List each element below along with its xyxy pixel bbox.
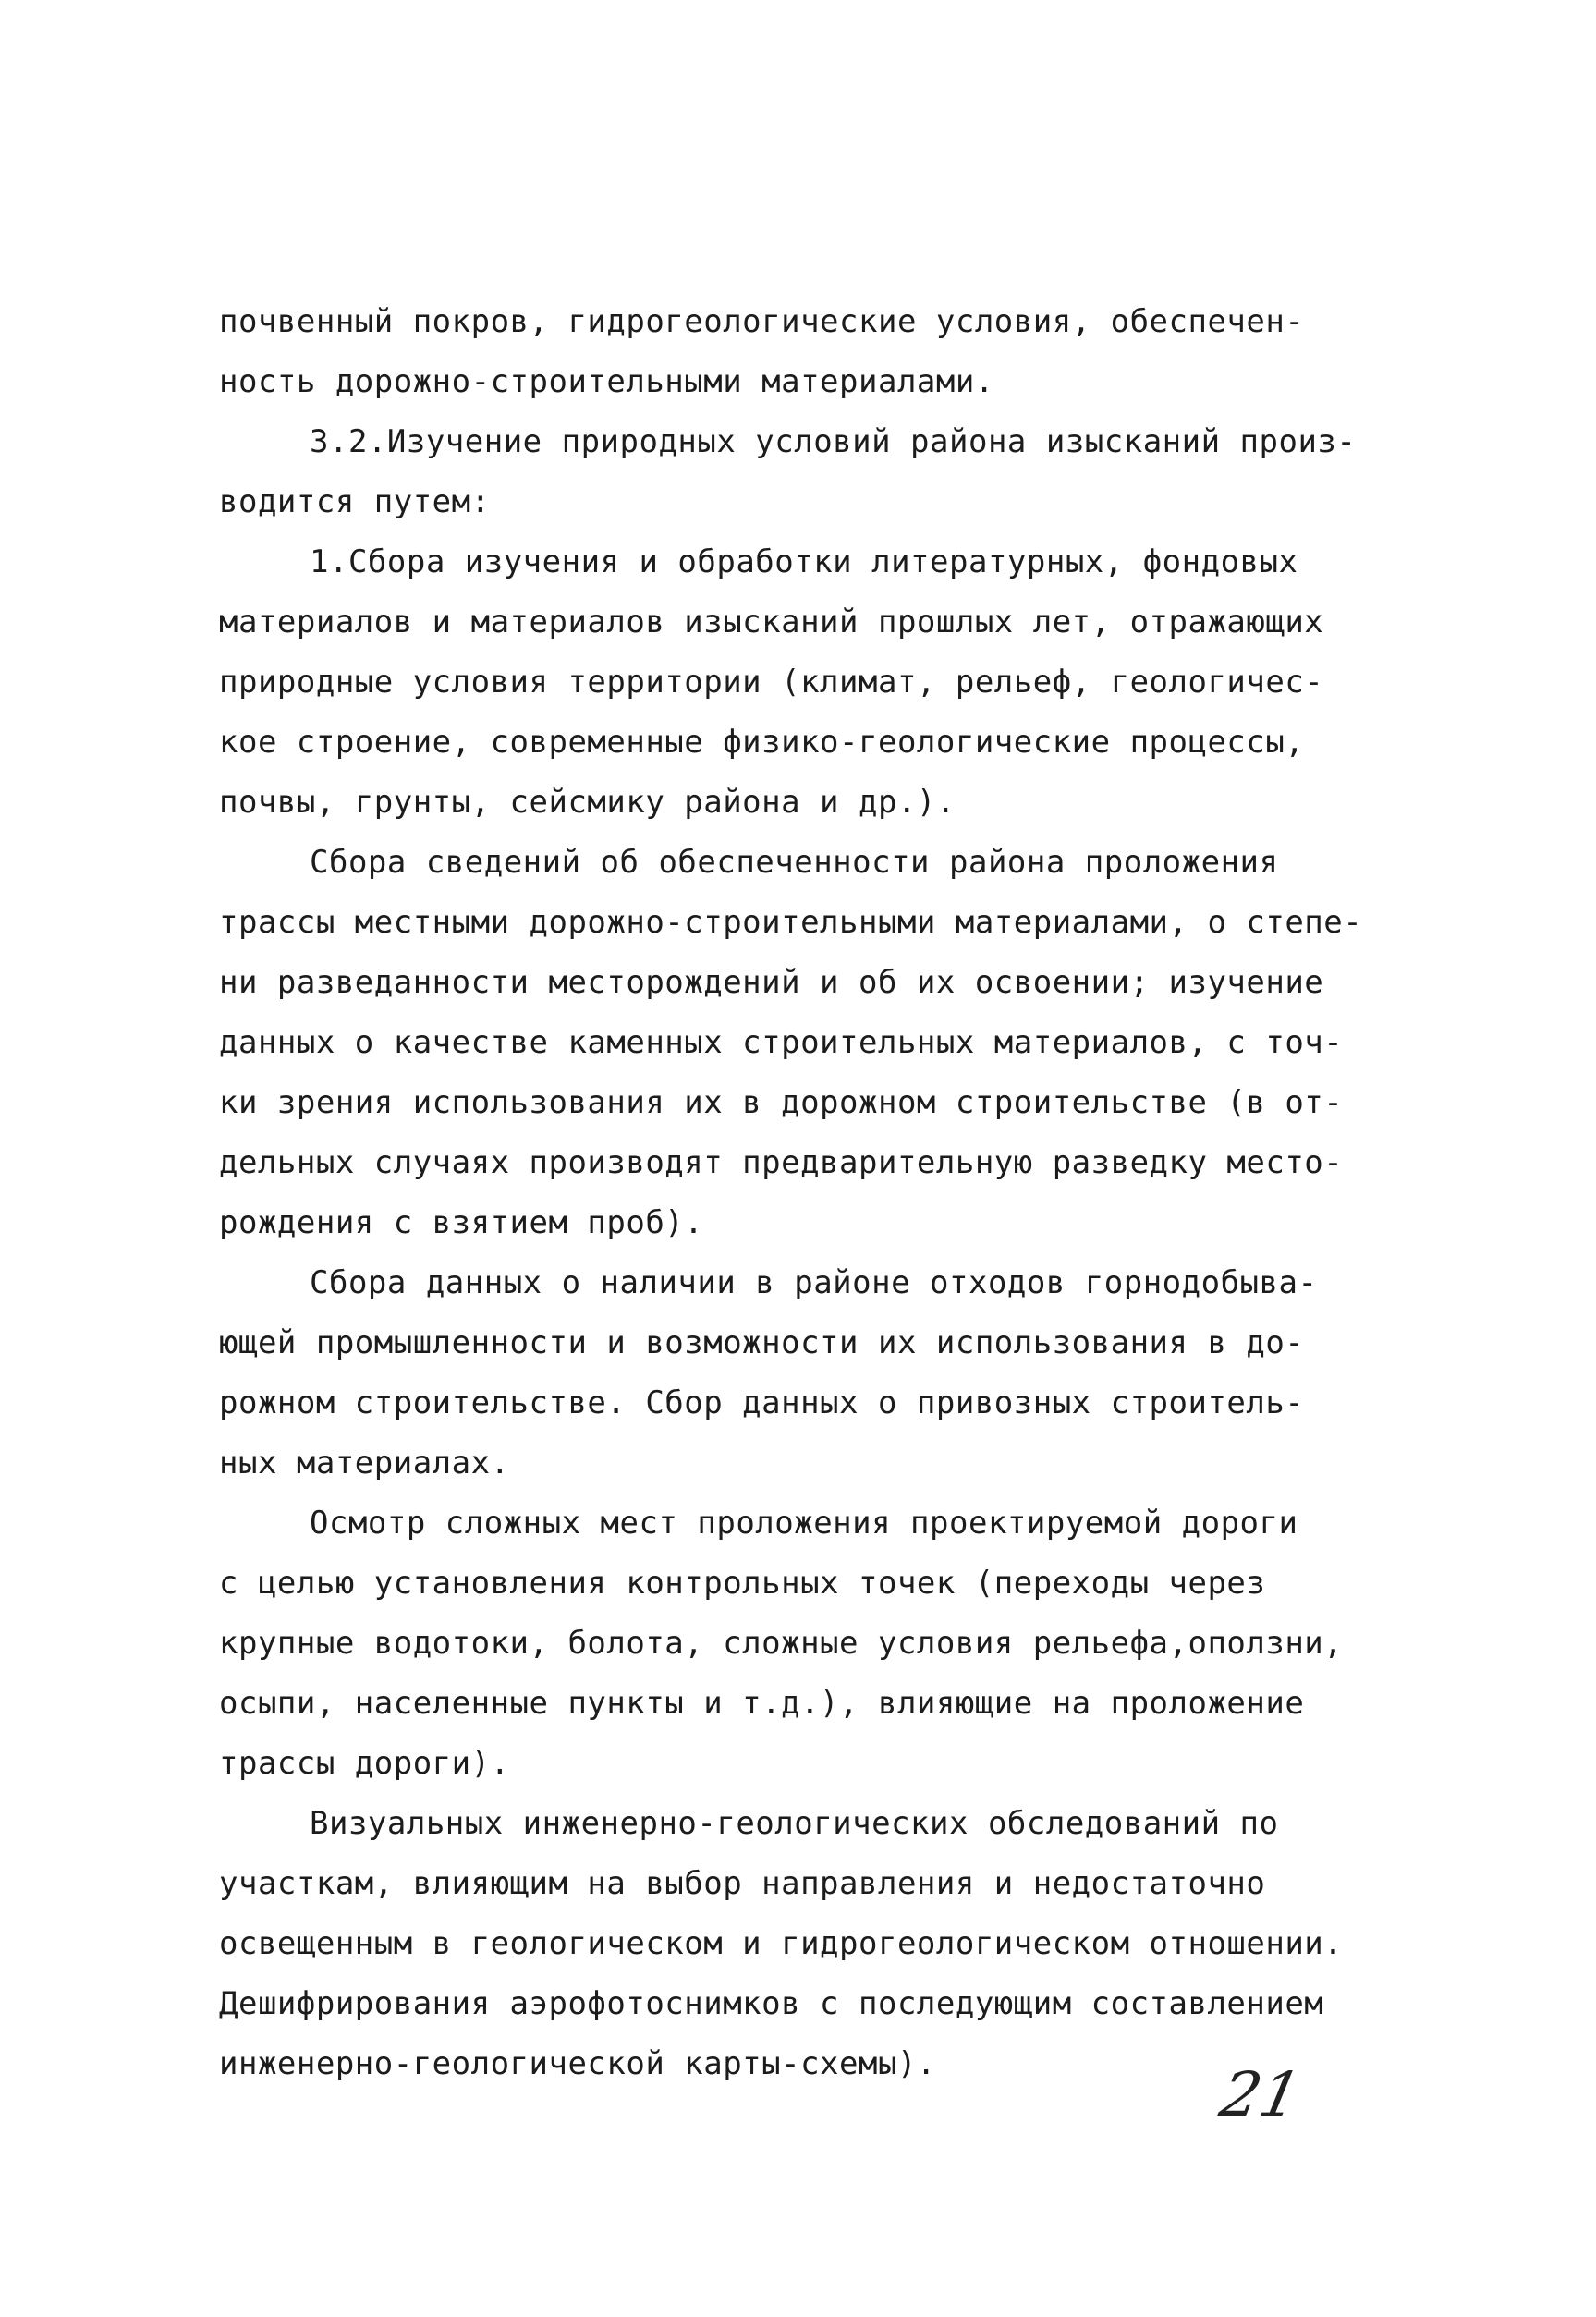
text-line: почвы, грунты, сейсмику района и др.). [219,784,956,821]
text-line: Дешифрирования аэрофотоснимков с последующим составлением [219,1985,1324,2022]
text-line: участкам, влияющим на выбор направления и недостаточно [219,1865,1266,1902]
text-line: с целью установления контрольных точек (переходы через [219,1565,1266,1602]
text-line: Сбора данных о наличии в районе отходов горнодобыва- [310,1264,1318,1301]
text-line: ки зрения использования их в дорожном строительстве (в от- [219,1084,1344,1121]
text-line: ных материалах. [219,1445,510,1482]
text-line: Осмотр сложных мест проложения проектируемой дороги [310,1505,1298,1542]
text-line: почвенный покров, гидрогеологические условия, обеспечен- [219,303,1305,340]
text-line: природные условия территории (климат, рельеф, геологичес- [219,664,1324,701]
text-line: Визуальных инженерно-геологических обследований по [310,1805,1279,1842]
text-line: осыпи, населенные пункты и т.д.), влияющие на проложение [219,1685,1305,1722]
text-line: 1.Сбора изучения и обработки литературных, фондовых [310,543,1298,580]
text-line: рожном строительстве. Сбор данных о привозных строитель- [219,1384,1305,1421]
page-number: 21 [1213,2059,1308,2130]
text-line: водится путем: [219,483,491,520]
text-line: освещенным в геологическом и гидрогеологическом отношении. [219,1925,1344,1962]
text-line: трассы дороги). [219,1745,510,1782]
text-line: Сбора сведений об обеспеченности района проложения [310,844,1279,881]
text-line: кое строение, современные физико-геологические процессы, [219,724,1305,761]
text-line: инженерно-геологической карты-схемы). [219,2045,936,2082]
text-line: ность дорожно-строительными материалами. [219,363,994,400]
text-line: крупные водотоки, болота, сложные условия рельефа,оползни, [219,1625,1344,1662]
text-line: дельных случаях производят предварительную разведку место- [219,1144,1344,1181]
text-line: материалов и материалов изысканий прошлых лет, отражающих [219,604,1324,640]
text-line: 3.2.Изучение природных условий района изысканий произ- [310,423,1357,460]
text-line: данных о качестве каменных строительных материалов, с точ- [219,1024,1344,1061]
text-line: рождения с взятием проб). [219,1204,704,1241]
text-line: трассы местными дорожно-строительными материалами, о степе- [219,904,1363,941]
text-line: ющей промышленности и возможности их использования в до- [219,1324,1305,1361]
text-line: ни разведанности месторождений и об их освоении; изучение [219,964,1324,1001]
